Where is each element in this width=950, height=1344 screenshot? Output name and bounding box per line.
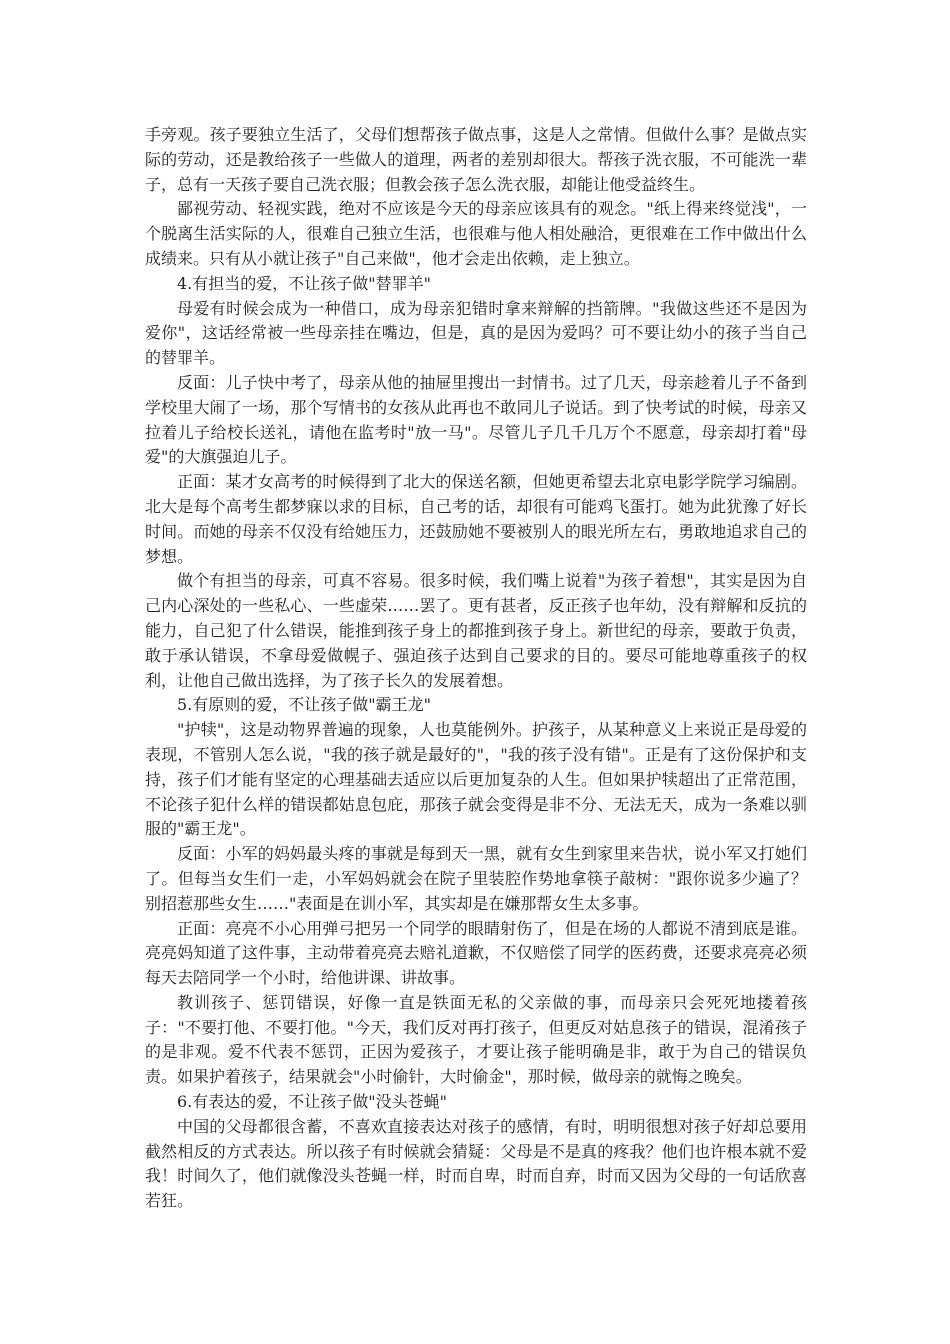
- paragraph-responsible-mother: 做个有担当的母亲，可真不容易。很多时候，我们嘴上说着"为孩子着想"，其实是因为自己内心深处的一些私心、一些虚荣……罢了。更有甚者，反正孩子也年幼，没有辩解和反抗的能力，自己犯了什么错误，能推到孩子身上的都推到孩子身上。新世纪的母亲，要敢于负责，敢于承认错误，不拿母爱做幌子、强迫孩子达到自己要求的目的。要尽可能地尊重孩子的权利，让他自己做出选择，为了孩子长久的发展着想。: [145, 571, 807, 690]
- section-heading-6: 6.有表达的爱，不让孩子做"没头苍蝇": [177, 1092, 447, 1112]
- paragraph-excuse: 母爱有时候会成为一种借口，成为母亲犯错时拿来辩解的挡箭牌。"我做这些还不是因为爱你"，这话经常被一些母亲挂在嘴边，但是，真的是因为爱吗？可不要让幼小的孩子当自己的替罪羊。: [145, 298, 807, 368]
- section-heading-5: 5.有原则的爱，不让孩子做"霸王龙": [177, 695, 431, 715]
- paragraph-expression: 中国的父母都很含蓄，不喜欢直接表达对孩子的感情，有时，明明很想对孩子好却总要用截然相反的方式表达。所以孩子有时候就会猜疑：父母是不是真的疼我？他们也许根本就不爱我！时间久了，他们就像没头苍蝇一样，时而自卑，时而自弃，时而又因为父母的一句话欣喜若狂。: [145, 1116, 807, 1211]
- section-heading-4: 4.有担当的爱，不让孩子做"替罪羊": [177, 273, 431, 293]
- paragraph-negative-example-5: 反面：小军的妈妈最头疼的事就是每到天一黑，就有女生到家里来告状，说小军又打她们了。但每当女生们一走，小军妈妈就会在院子里装腔作势地拿筷子敲树："跟你说多少遍了？别招惹那些女生……"表面是在训小军，其实却是在嫌那帮女生太多事。: [145, 844, 807, 913]
- paragraph-positive-example-4: 正面：某才女高考的时候得到了北大的保送名额，但她更希望去北京电影学院学习编剧。北大是每个高考生都梦寐以求的目标，自己考的话，却很有可能鸡飞蛋打。她为此犹豫了好长时间。而她的母亲不仅没有给她压力，还鼓励她不要被别人的眼光所左右，勇敢地追求自己的梦想。: [145, 472, 807, 566]
- paragraph-continuation: 手旁观。孩子要独立生活了，父母们想帮孩子做点事，这是人之常情。但做什么事？是做点实际的劳动，还是教给孩子一些做人的道理，两者的差别却很大。帮孩子洗衣服，不可能洗一辈子，总有一天孩子要自己洗衣服；但教会孩子怎么洗衣服，却能让他受益终生。: [145, 125, 807, 194]
- paragraph-protecting: "护犊"，这是动物界普遍的现象，人也莫能例外。护孩子，从某种意义上来说正是母爱的表现，不管别人怎么说，"我的孩子就是最好的"，"我的孩子没有错"。正是有了这份保护和支持，孩子们才能有坚定的心理基础去适应以后更加复杂的人生。但如果护犊超出了正常范围，不论孩子犯什么样的错误都姑息包庇，那孩子就会变得是非不分、无法无天，成为一条难以驯服的"霸王龙"。: [145, 720, 807, 839]
- paragraph-positive-example-5: 正面：亮亮不小心用弹弓把另一个同学的眼睛射伤了，但是在场的人都说不清到底是谁。亮亮妈知道了这件事，主动带着亮亮去赔礼道歉，不仅赔偿了同学的医药费，还要求亮亮必须每天去陪同学一个小时，给他讲课、讲故事。: [145, 918, 807, 988]
- article-body: [145, 123, 807, 1214]
- paragraph-discipline: 教训孩子、惩罚错误，好像一直是铁面无私的父亲做的事，而母亲只会死死地搂着孩子："不要打他、不要打他。"今天，我们反对再打孩子，但更反对姑息孩子的错误，混淆孩子的是非观。爱不代表不惩罚，正因为爱孩子，才要让孩子能明确是非，敢于为自己的错误负责。如果护着孩子，结果就会"小时偷针，大时偷金"，那时候，做母亲的就悔之晚矣。: [145, 992, 807, 1087]
- paragraph-labor-view: 鄙视劳动、轻视实践，绝对不应该是今天的母亲应该具有的观念。"纸上得来终觉浅"，一个脱离生活实际的人，很难自己独立生活，也很难与他人相处融洽，更很难在工作中做出什么成绩来。只有从小就让孩子"自己来做"，他才会走出依赖，走上独立。: [145, 199, 807, 268]
- paragraph-negative-example-4: 反面：儿子快中考了，母亲从他的抽屉里搜出一封情书。过了几天，母亲趁着儿子不备到学校里大闹了一场，那个写情书的女孩从此再也不敢同儿子说话。到了快考试的时候，母亲又拉着儿子给校长送礼，请他在监考时"放一马"。尽管儿子几千几万个不愿意，母亲却打着"母爱"的大旗强迫儿子。: [145, 372, 807, 467]
